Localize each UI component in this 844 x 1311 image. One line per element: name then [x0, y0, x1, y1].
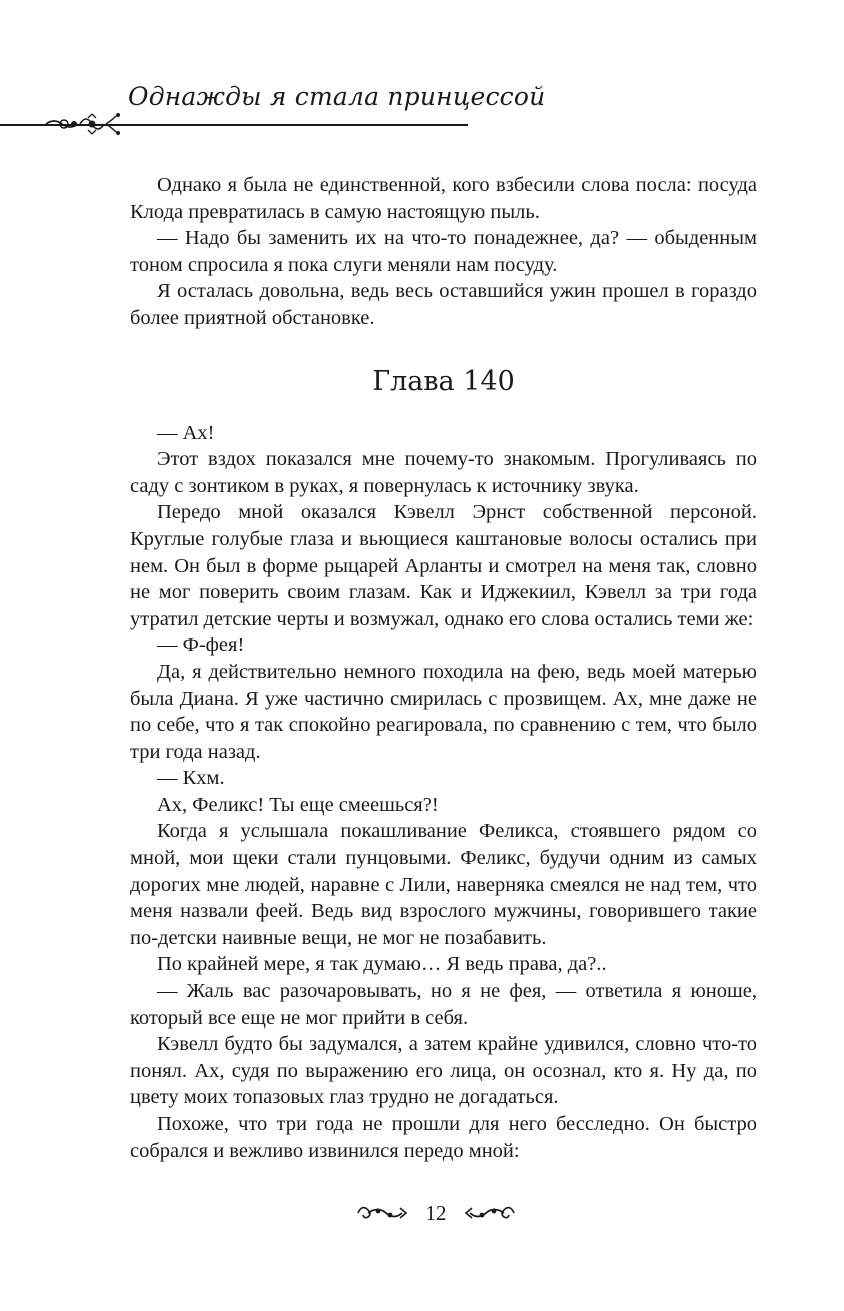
paragraph: — Надо бы заменить их на что-то понадежнее, да? — обыденным тоном спросила я пока слуги меняли нам посуду. — [130, 227, 757, 276]
running-header — [0, 70, 844, 140]
paragraph: — Кхм. — [157, 767, 225, 790]
paragraph: Передо мной оказался Кэвелл Эрнст собственной персоной. Круглые голубые глаза и вьющиеся каштановые волосы остались при нем. Он был в форме рыцарей Арланты и смотрел на меня так, словно не мог поверить своим глазам. Как и Иджекиил, Кэвелл за три года утратил детские черты и возмужал, однако его слова остались теми же: — [130, 501, 757, 630]
paragraph: По крайней мере, я так думаю… Я ведь права, да?.. — [157, 953, 607, 976]
page-footer — [0, 1196, 844, 1232]
paragraph: Я осталась довольна, ведь весь оставшийся ужин прошел в гораздо более приятной обстановке. — [130, 280, 757, 329]
paragraph: Этот вздох показался мне почему-то знакомым. Прогуливаясь по саду с зонтиком в руках, я повернулась к источнику звука. — [130, 448, 757, 497]
header-rule — [0, 124, 468, 126]
paragraph: Однако я была не единственной, кого взбесили слова посла: посуда Клода превратилась в самую настоящую пыль. — [130, 174, 757, 223]
running-title: Однажды я стала принцессой — [128, 82, 546, 111]
paragraph: Да, я действительно немного походила на фею, ведь моей матерью была Диана. Я уже частично смирилась с прозвищем. Ах, мне даже не по себе, что я так спокойно реагировала, по сравнению с тем, что было три года назад. — [130, 660, 757, 763]
book-page-text — [130, 172, 757, 1164]
paragraph: Кэвелл будто бы задумался, а затем крайне удивился, словно что-то понял. Ах, судя по выражению его лица, он осознал, кто я. Ну да, по цвету моих топазовых глаз трудно не догадаться. — [130, 1033, 757, 1109]
paragraph: — Ф-фея! — [157, 634, 245, 657]
chapter-title: Глава 140 — [372, 365, 515, 397]
scroll-flourish-icon — [354, 1200, 410, 1226]
paragraph: — Жаль вас разочаровывать, но я не фея, — ответила я юноше, который все еще не мог прийти в себя. — [130, 980, 757, 1029]
paragraph: — Ах! — [157, 421, 215, 444]
paragraph: Ах, Феликс! Ты еще смеешься?! — [157, 793, 439, 816]
page-number: 12 — [425, 1201, 447, 1225]
paragraph: Когда я услышала покашливание Феликса, стоявшего рядом со мной, мои щеки стали пунцовыми. Феликс, будучи одним из самых дорогих мне людей, наравне с Лили, наверняка смеялся не над тем, что меня назвали феей. Ведь вид взрослого мужчины, говорившего такие по-детски наивные вещи, не мог не позабавить. — [130, 820, 757, 949]
paragraph: Похоже, что три года не прошли для него бесследно. Он быстро собрался и вежливо извинился передо мной: — [130, 1113, 757, 1162]
scroll-flourish-icon — [462, 1200, 518, 1226]
